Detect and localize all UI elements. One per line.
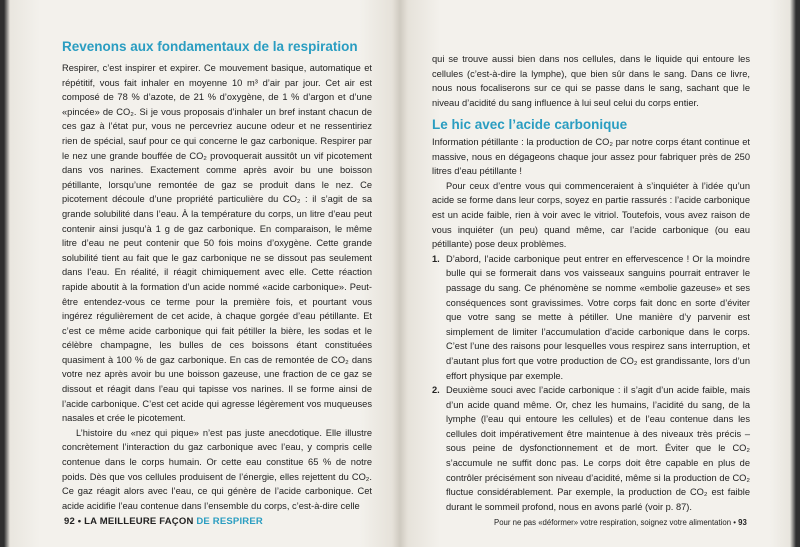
list-item-number: 1. — [432, 253, 440, 264]
left-paragraph-2: L’histoire du «nez qui pique» n’est pas juste anecdotique. Elle illustre concrètement l’interaction du gaz carbonique avec l’eau, y compris celle contenue dans le corps humain. Or cette eau constitue 65 % de notre poids. Dès que vos cellules produisent de l’énergie, elles rejettent du CO₂. Ce gaz réagit alors avec l’eau, ce qui génère de l’acide carbonique. Cet acide acidifie l’eau contenue dans l’ensemble du corps, c’est-à-dire celle — [62, 427, 372, 511]
list-item-text: Deuxième souci avec l’acide carbonique : il s’agit d’un acide faible, mais d’un acide quand même. Or, chez les humains, l’acidité du sang, de la lymphe (l’eau qui entoure les cellules) et de l’eau contenue dans les cellules doit impérativement être maintenue à des niveaux très précis – sous peine de dysfonctionnement et de mort. Éviter que le CO₂ s’accumule ne suffit donc pas. Le corps doit être capable en plus de contrôler précisément son niveau d’acidité, même si la production de CO₂ fluctue considérablement. Par exemple, la production de CO₂ est faible durant le sommeil profond, nous en avons parlé (voir p. 87). — [446, 385, 750, 512]
left-footer-number-title: 92 • LA MEILLEURE FAÇON — [64, 516, 194, 527]
left-page-footer — [64, 516, 263, 527]
right-footer-page-number: 93 — [738, 518, 747, 527]
list-item-text: D’abord, l’acide carbonique peut entrer en effervescence ! Or la moindre bulle qui se formerait dans vos vaisseaux sanguins pourrait entraver le passage du sang. Ce phénomène se nomme «embolie gazeuse» et ses conséquences sont gravissimes. Votre corps fait donc en sorte d’éviter que votre sang se mette à pétiller. Une manière d’y parvenir est simplement de limiter l’accumulation d’acide carbonique dans le corps. C’est l’une des raisons pour lesquelles vous respirez sans interruption, et d’autant plus fort que votre production de CO₂ est grandissante, lors d’un effort physique par exemple. — [446, 253, 750, 381]
left-paragraph-1: Respirer, c’est inspirer et expirer. Ce mouvement basique, automatique et répétitif, vous fait inhaler en moyenne 10 m³ d’air par jour. Cet air est composé de 78 % d’azote, de 21 % d’oxygène, de 1 % d’argon et d’une «pincée» de CO₂. Si je vous proposais d’inhaler un bref instant chacun de ces gaz à l’état pur, vous ne percevriez aucune odeur et ne ressentiriez rien de spécial, sauf pour ce qui concerne le gaz carbonique. Respirer par le nez une grande bouffée de CO₂ provoquerait aussitôt un vif picotement dans vos narines. Exactement comme après avoir bu une boisson pétillante, lorsqu’une remontée de gaz se produit dans le nez. Ce picotement découle d’une propriété particulière du CO₂ : il s’agit de sa grande solubilité dans l’eau. À la température du corps, un litre d’eau peut contenir ainsi jusqu’à 1 g de gaz carbonique. En comparaison, le même litre d’eau ne peut contenir que 50 fois moins d’oxygène. Cette grande solubilité tient au fait que le gaz carbonique ne se dissout pas seulement dans l’eau. En réalité, il réagit chimiquement avec elle. Cette réaction rapide aboutit à la formation d’un acide nommé «acide carbonique». Peut-être entendez-vous ce terme pour la première fois, et pourtant vous ingérez régulièrement de cet acide, à chaque gorgée d’eau pétillante. Et c’est ce même acide carbonique qui fait pétiller la bière, les sodas et le célèbre champagne, les bulles de ces boissons étant constituées quasiment à 100 % de gaz carbonique. En cas de remontée de CO₂ dans votre nez après avoir bu une boisson gazeuse, une fraction de ce gaz se dissout et réagit dans l’eau qui tapisse vos narines. Il se forme ainsi de l’acide carbonique. C’est cet acide qui agresse légèrement vos muqueuses nasales et crée le picotement. — [62, 63, 372, 424]
list-item-number: 2. — [432, 385, 440, 396]
right-second-paragraph: Pour ceux d’entre vous qui commenceraient à s’inquiéter à l’idée qu’un acide se forme dans leur corps, soyez en partie rassurés : l’acide carbonique est un acide faible, rien à voir avec le vitriol. Toutefois, vous avez raison de vous inquiéter (un peu) quand même, car l’acide carbonique (ou eau pétillante) pose deux problèmes. — [432, 180, 750, 250]
left-page-body — [62, 61, 372, 513]
list-item — [432, 383, 750, 514]
right-page-body — [432, 135, 750, 514]
right-intro-paragraph: Information pétillante : la production de CO₂ par notre corps étant continue et massive, nous en dégageons chaque jour assez pour fabriquer près de 250 litres d’eau pétillante ! — [432, 137, 750, 177]
left-page-heading: Revenons aux fondamentaux de la respiration — [62, 39, 358, 54]
right-paragraph-continued: qui se trouve aussi bien dans nos cellules, dans le liquide qui entoure les cellules (c’est-à-dire la lymphe), que bien sûr dans le sang. Dans ce livre, nous nous focaliserons sur ce qui se passe dans le sang, sachant que le niveau d’acidité du sang influence à lui seul celui du corps entier. — [432, 54, 750, 108]
list-item — [432, 252, 750, 383]
right-top-paragraph — [432, 52, 750, 110]
left-footer-accent: DE RESPIRER — [196, 516, 263, 527]
right-page-footer — [494, 518, 747, 527]
right-page — [402, 0, 792, 547]
problem-list — [432, 252, 750, 515]
right-page-heading: Le hic avec l’acide carbonique — [432, 117, 628, 132]
right-footer-title: Pour ne pas «déformer» votre respiration, soignez votre alimentation • — [494, 518, 736, 527]
left-page — [8, 0, 398, 547]
